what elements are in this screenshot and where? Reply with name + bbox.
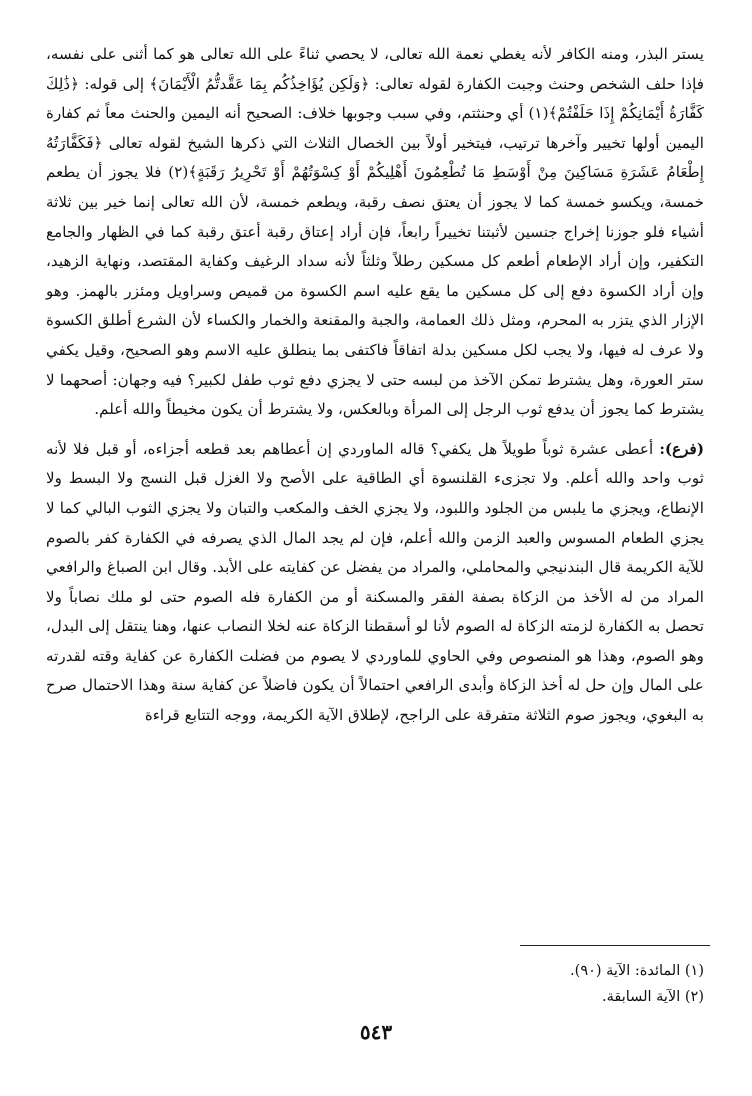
footnote-1: (١) المائدة: الآية (٩٠).: [570, 963, 704, 979]
paragraph-2-text: أعطى عشرة ثوباً طويلاً هل يكفي؟ قاله الماوردي إن أعطاهم بعد قطعه أجزاءه، أو قبل فلا لأنه ثوب واحد والله أعلم. ولا تجزىء القلنسوة أي الطاقية على الأصح ولا الغزل قبل النسج ولا البسط ولا الإنطاع، ويجزي ما يلبس من الجلود واللبود، ولا يجزي الخف والمكعب والتبان ولا يجزي الثوب البالي كما لا يجزي الطعام المسوس والعبد الزمن والله أعلم، فإن لم يجد المال الذي يصرفه في الكفارة كفر بالصوم للآية الكريمة قال البندنيجي والمحاملي، والمراد من يفضل عن كفايته على الأبد. وقال ابن الصباغ والرافعي المراد من له الأخذ من الزكاة بصفة الفقر والمسكنة أو من الكفارة فله الصوم حتى لو ملك نصاباً ولا تحصل به الكفارة لزمته الزكاة له الصوم لأنا لو أسقطنا الزكاة عنه لخلا النصاب عنها، وهنا ينتقل إلى البدل، وهو الصوم، وهذا هو المنصوص وفي الحاوي للماوردي لا يصوم من فضلت الكفارة عن كفاية وقته لقدرته على المال وإن حل له أخذ الزكاة وأبدى الرافعي احتمالاً أن يكون فاضلاً عن كفاية سنة وهذا الاحتمال صرح به البغوي، ويجوز صوم الثلاثة متفرقة على الراجح، لإطلاق الآية الكريمة، ووجه التتابع قراءة: [46, 439, 704, 725]
paragraph-1: يستر البذر، ومنه الكافر لأنه يغطي نعمة الله تعالى، لا يحصي ثناءً على الله تعالى هو كما أثنى على نفسه، فإذا حلف الشخص وحنث وجبت الكفارة لقوله تعالى: ﴿وَلَكِن يُؤَاخِذُكُم بِمَا عَقَّدتُّمُ الْأَيْمَانَ﴾ إلى قوله: ﴿ذَٰلِكَ كَفَّارَةُ أَيْمَانِكُمْ إِذَا حَلَفْتُمْ﴾(١) أي وحنثتم، وفي سبب وجوبها خلاف: الصحيح أنه اليمين والحنث معاً ثم كفارة اليمين أولها تخيير وآخرها ترتيب، فيتخير أولاً بين الخصال الثلاث التي ذكرها الشيخ لقوله تعالى ﴿فَكَفَّارَتُهُ إِطْعَامُ عَشَرَةِ مَسَاكِينَ مِنْ أَوْسَطِ مَا تُطْعِمُونَ أَهْلِيكُمْ أَوْ كِسْوَتُهُمْ أَوْ تَحْرِيرُ رَقَبَةٍ﴾(٢) فلا يجوز أن يطعم خمسة، ويكسو خمسة كما لا يجوز أن يعتق نصف رقبة، ويطعم خمسة، لأن الله تعالى إنما خير بين ثلاثة أشياء فلو جوزنا إخراج جنسين لأثبتنا تخييراً رابعاً، فإن أراد إعتاق رقبة أعتق رقبة كما في الظهار والجامع التكفير، وإن أراد الإطعام أطعم كل مسكين رطلاً وثلثاً لأنه سداد الرغيف وكفاية المقتصد، ونهاية الزهيد، وإن أراد الكسوة دفع إلى كل مسكين ما يقع عليه اسم الكسوة من قميص وسراويل ومئزر بالهمز. وهو الإزار الذي يتزر به المحرم، ومثل ذلك العمامة، والجبة والمقنعة والخمار والكساء لأن الشرع أطلق الكسوة ولا عرف له فيها، ولا يجب لكل مسكين بدلة اتفاقاً فاكتفى بما ينطلق عليه الاسم وهو الصحيح، وقيل يكفي ستر العورة، وهل يشترط تمكن الآخذ من لبسه حتى لا يجزي دفع ثوب طفل لكبير؟ فيه وجهان: أصحهما لا يشترط كما يجوز أن يدفع ثوب الرجل إلى المرأة وبالعكس، ولا يشترط أن يكون مخيطاً والله أعلم.: [46, 45, 704, 419]
body-text: [46, 40, 704, 731]
footnote-2: (٢) الآية السابقة.: [601, 989, 704, 1005]
paragraph-2: [46, 435, 704, 731]
page-number: ٥٤٣: [359, 1020, 393, 1044]
footnote-divider: [520, 945, 710, 946]
branch-label: (فرع):: [659, 439, 705, 458]
footnotes: [404, 958, 704, 1010]
